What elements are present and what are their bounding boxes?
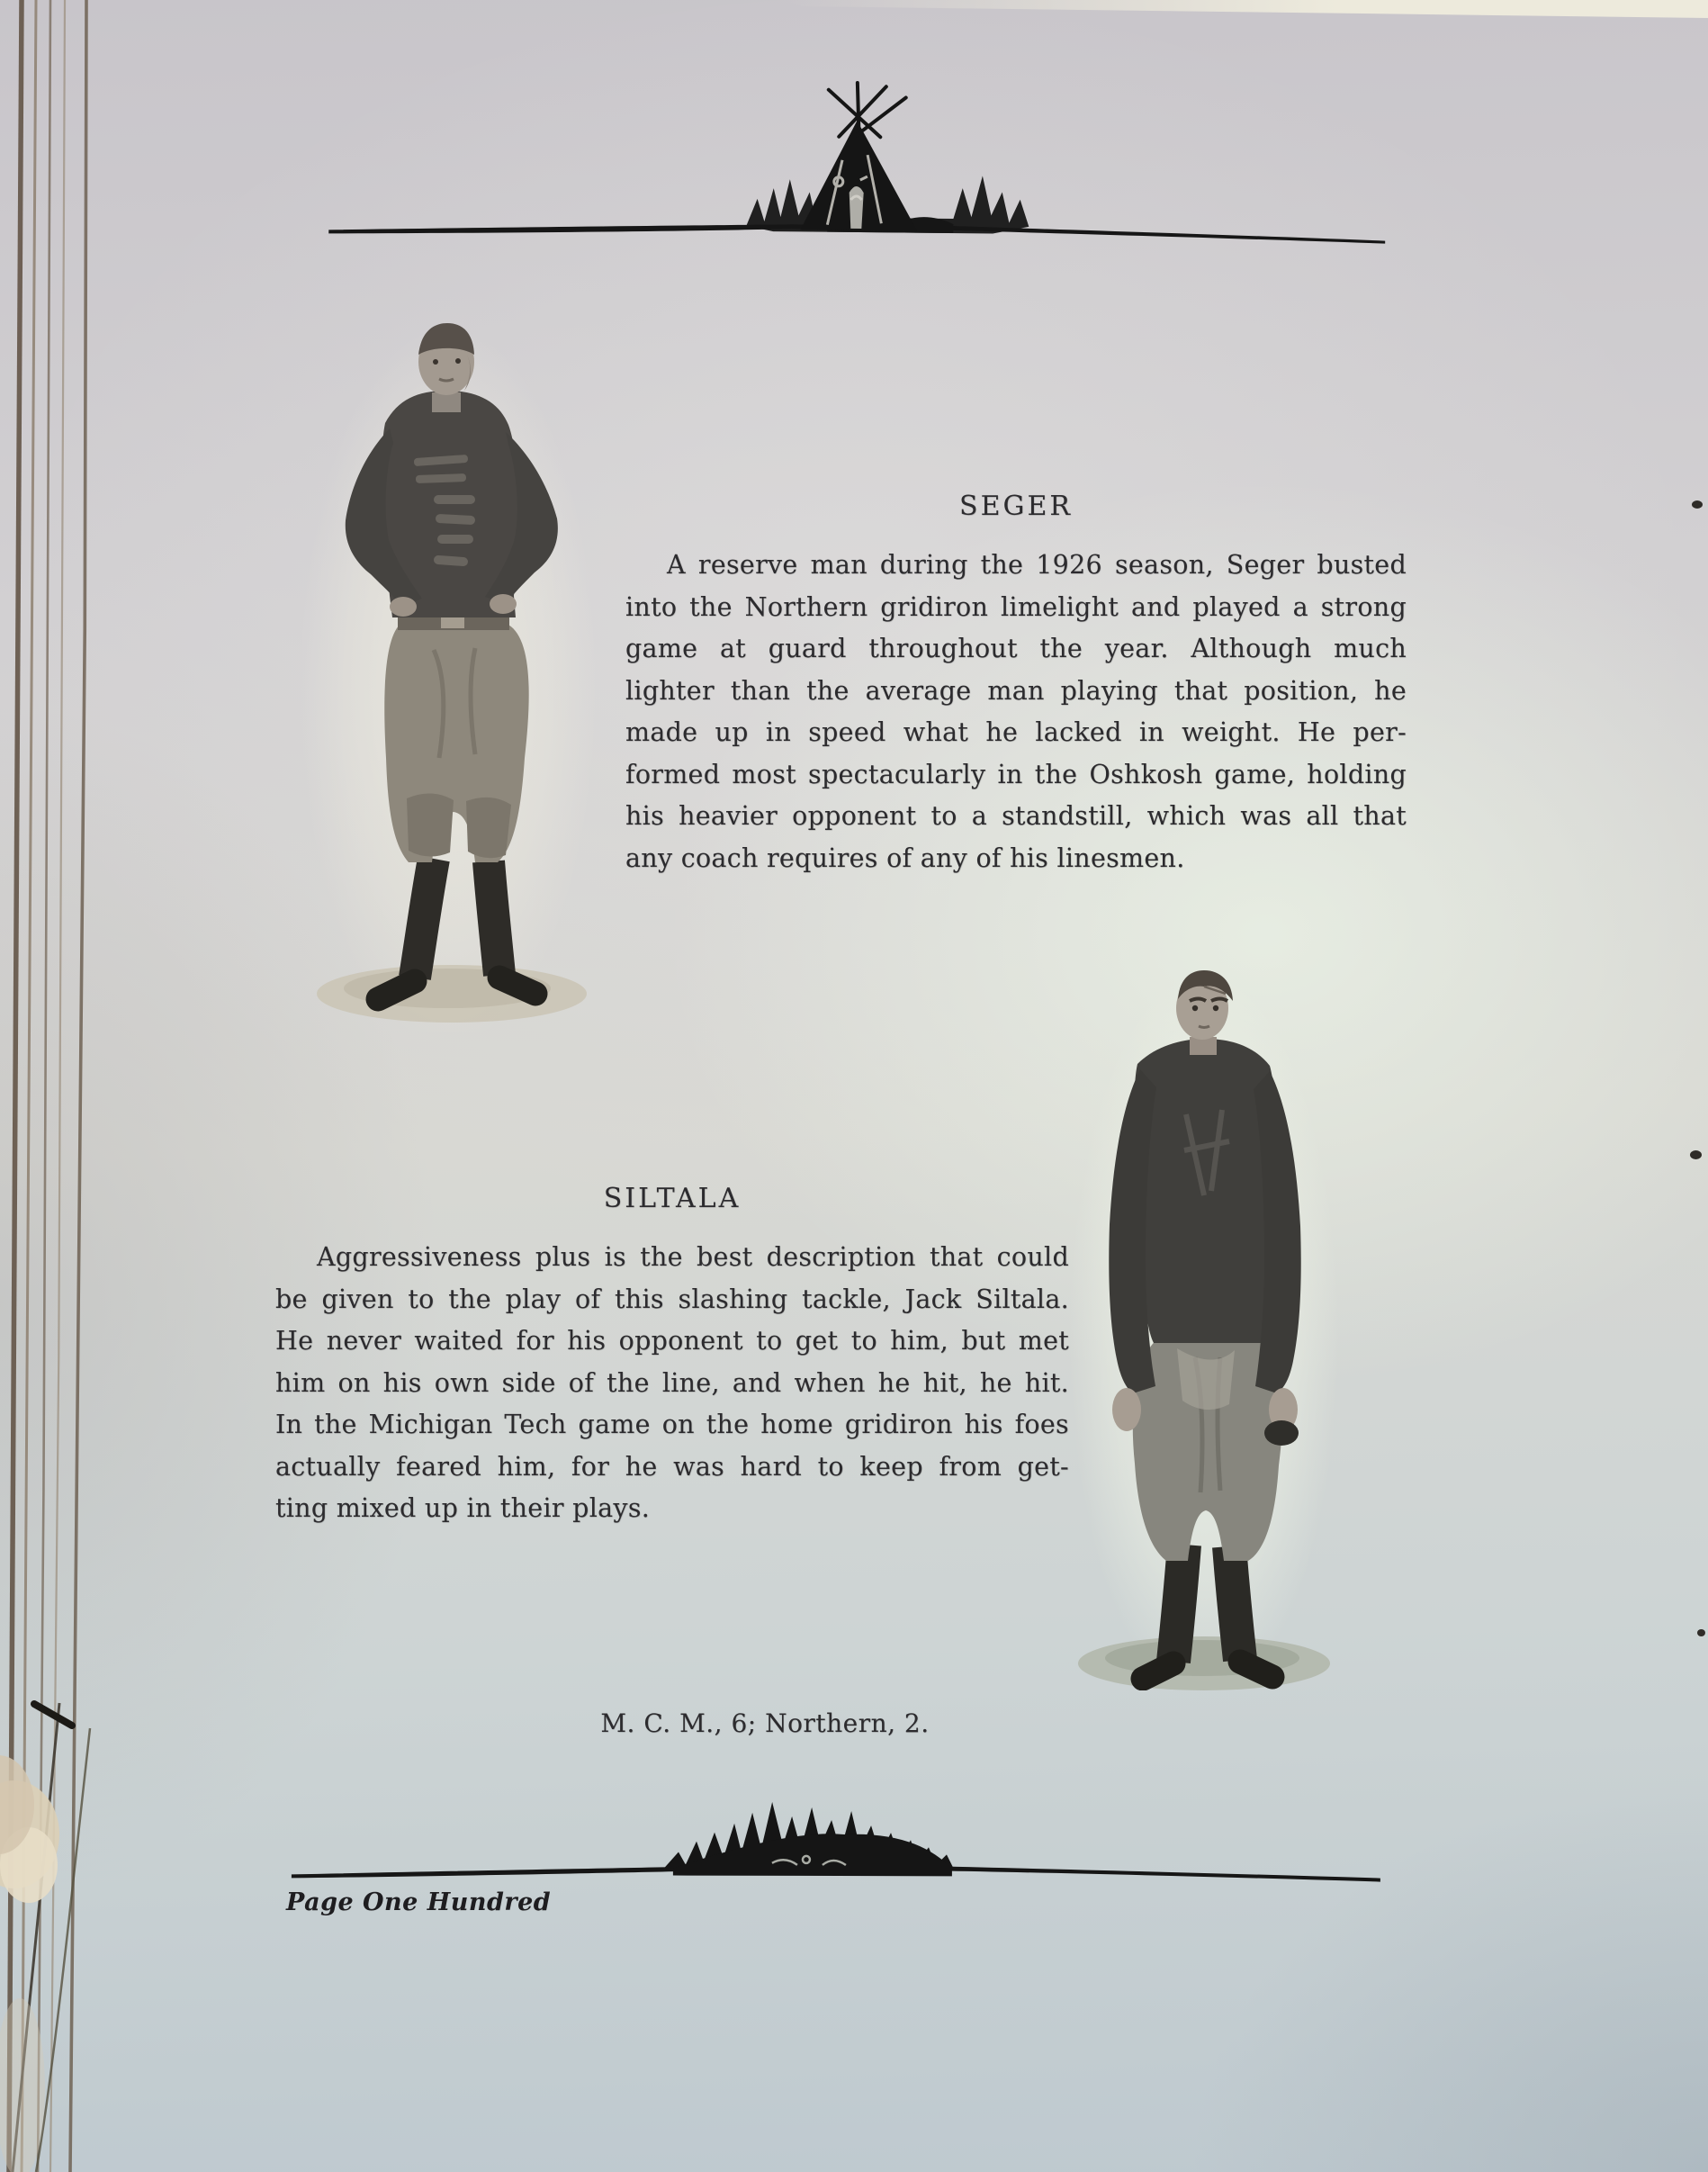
ink-speck — [1692, 500, 1703, 509]
entry-section-siltala — [275, 1183, 1069, 1530]
entry-heading-seger: SEGER — [959, 491, 1073, 522]
text-line: A reserve man during the 1926 season, Seger busted — [667, 550, 1407, 580]
teepee-divider-illustration — [323, 68, 1391, 258]
ink-speck — [1697, 1629, 1705, 1636]
text-line: into the Northern gridiron limelight and played a strong — [625, 591, 1407, 622]
entry-section-seger — [625, 491, 1407, 879]
ink-speck — [1690, 1150, 1702, 1159]
player-photo-seger — [299, 308, 598, 1032]
text-line: made up in speed what he lacked in weight. He per- — [625, 717, 1407, 747]
page-number: Page One Hundred — [286, 1888, 552, 1916]
game-score-line: M. C. M., 6; Northern, 2. — [600, 1708, 930, 1738]
text-line: In the Michigan Tech game on the home gridiron his foes — [275, 1410, 1069, 1439]
book-binding-edge — [0, 0, 135, 2172]
entry-body-seger — [625, 545, 1407, 879]
text-line: ting mixed up in their plays. — [275, 1493, 651, 1523]
text-line: him on his own side of the line, and when he hit, he hit. — [275, 1367, 1069, 1398]
text-line: actually feared him, for he was hard to keep from get- — [275, 1451, 1069, 1482]
text-line: lighter than the average man playing that position, he — [625, 675, 1407, 706]
text-line: game at guard throughout the year. Although much — [625, 634, 1407, 663]
entry-heading-siltala: SILTALA — [603, 1183, 742, 1214]
player-photo-siltala — [1069, 961, 1341, 1690]
text-line: Aggressiveness plus is the best description that could — [317, 1242, 1069, 1272]
entry-body-siltala — [275, 1237, 1069, 1530]
text-line: any coach requires of any of his linesmen. — [625, 843, 1185, 873]
text-line: his heavier opponent to a standstill, which was all that — [625, 801, 1407, 831]
pine-trees-divider-illustration — [286, 1791, 1386, 1893]
page-edge-highlight — [783, 0, 1708, 18]
text-line: formed most spectacularly in the Oshkosh game, holding — [625, 759, 1407, 789]
text-line: be given to the play of this slashing tackle, Jack Siltala. — [275, 1284, 1069, 1314]
text-line: He never waited for his opponent to get to him, but met — [275, 1326, 1069, 1356]
